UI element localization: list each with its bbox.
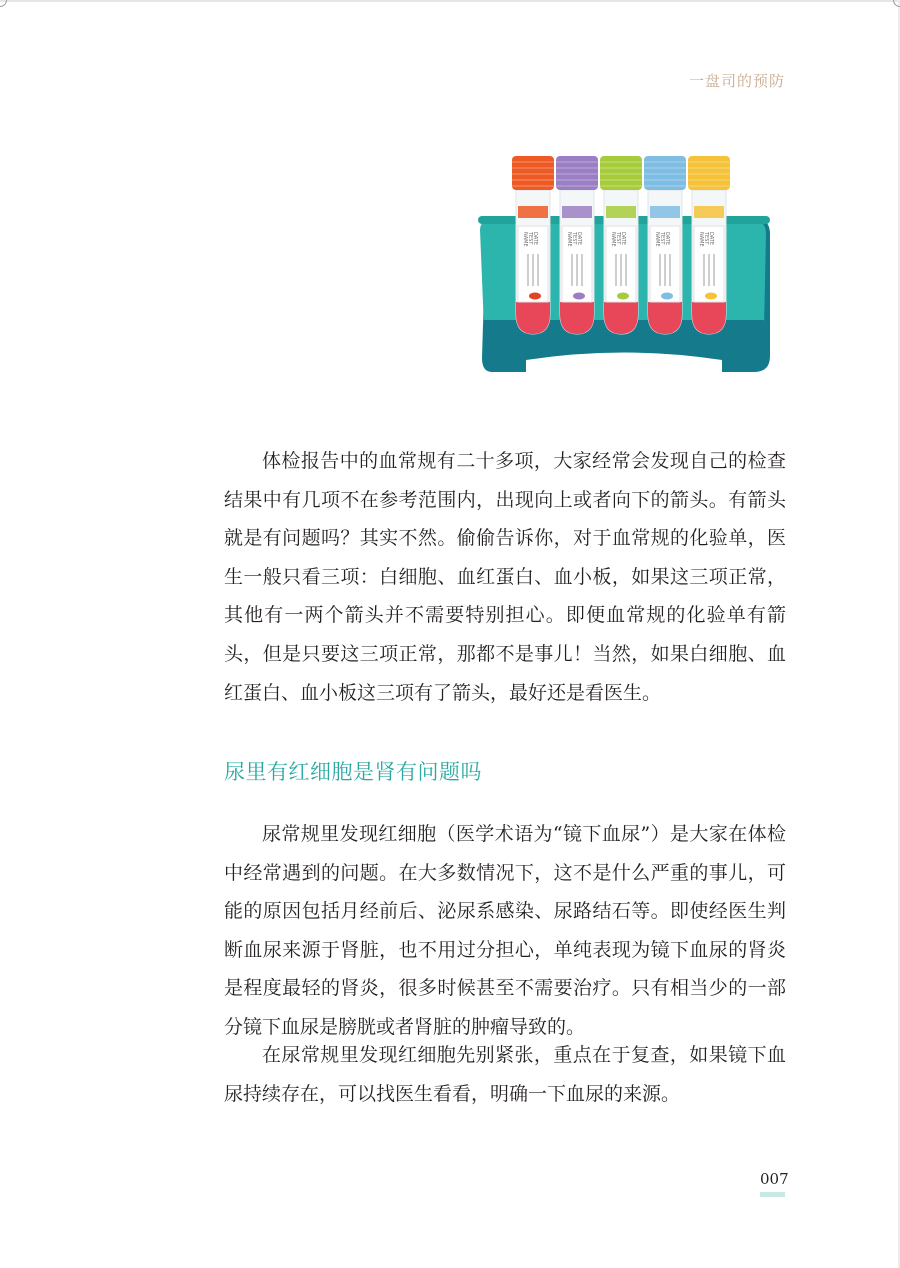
blood-sample — [648, 302, 682, 334]
tube-label-text: DATE — [576, 232, 582, 246]
tube-label-text: NAME — [610, 232, 616, 247]
tube-label-text: DATE — [532, 232, 538, 246]
blood-sample — [692, 302, 726, 334]
blood-sample — [560, 302, 594, 334]
page-top-edge — [0, 0, 900, 2]
tube-label-text: DATE — [620, 232, 626, 246]
tube-label-text: NAME — [654, 232, 660, 247]
tube-label-text: TEST — [659, 232, 665, 245]
test-tube — [600, 156, 642, 334]
tube-label-text: TEST — [527, 232, 533, 245]
blood-sample — [516, 302, 550, 334]
test-tube — [556, 156, 598, 334]
tube-label-text: NAME — [566, 232, 572, 247]
label-dot — [617, 293, 629, 300]
tube-label-text: TEST — [703, 232, 709, 245]
tube-cap — [512, 156, 554, 190]
tube-cap — [688, 156, 730, 190]
blood-sample — [604, 302, 638, 334]
blood-test-tubes-rack-icon — [474, 150, 774, 380]
label-dot — [705, 293, 717, 300]
label-dot — [529, 293, 541, 300]
test-tube — [688, 156, 730, 334]
paragraph-recheck-advice: 在尿常规里发现红细胞先别紧张，重点在于复查，如果镜下血尿持续存在，可以找医生看看，明确一下血尿的来源。 — [224, 1044, 786, 1105]
tube-label-text: DATE — [708, 232, 714, 246]
page-number: 007 — [760, 1170, 789, 1188]
tube-label-text: DATE — [664, 232, 670, 246]
page-number-bar — [760, 1192, 785, 1197]
paragraph-urine-red-cells: 尿常规里发现红细胞（医学术语为“镜下血尿”）是大家在体检中经常遇到的问题。在大多数情况下，这不是什么严重的事儿，可能的原因包括月经前后、泌尿系感染、尿路结石等。即使经医生判断血尿来源于肾脏，也不用过分担心，单纯表现为镜下血尿的肾炎是程度最轻的肾炎，很多时候甚至不需要治疗。只有相当少的一部分镜下血尿是膀胱或者肾脏的肿瘤导致的。 — [224, 823, 786, 1038]
test-tube — [512, 156, 554, 334]
label-dot — [573, 293, 585, 300]
tube-cap — [600, 156, 642, 190]
tube-label-text: NAME — [698, 232, 704, 247]
section-heading: 尿里有红细胞是肾有问题吗 — [224, 760, 482, 784]
paragraph-blood-routine: 体检报告中的血常规有二十多项，大家经常会发现自己的检查结果中有几项不在参考范围内，出现向上或者向下的箭头。有箭头就是有问题吗？其实不然。偷偷告诉你，对于血常规的化验单，医生一般只看三项：白细胞、血红蛋白、血小板，如果这三项正常，其他有一两个箭头并不需要特别担心。即便血常规的化验单有箭头，但是只要这三项正常，那都不是事儿！当然，如果白细胞、血红蛋白、血小板这三项有了箭头，最好还是看医生。 — [224, 450, 786, 704]
crop-mark-top-right — [893, 0, 900, 7]
running-head: 一盘司的预防 — [688, 72, 785, 90]
tube-cap — [644, 156, 686, 190]
tube-label-text: TEST — [571, 232, 577, 245]
label-dot — [661, 293, 673, 300]
tube-cap — [556, 156, 598, 190]
test-tube — [644, 156, 686, 334]
tube-label-text: TEST — [615, 232, 621, 245]
tube-label-text: NAME — [522, 232, 528, 247]
crop-mark-top-left — [0, 0, 7, 7]
